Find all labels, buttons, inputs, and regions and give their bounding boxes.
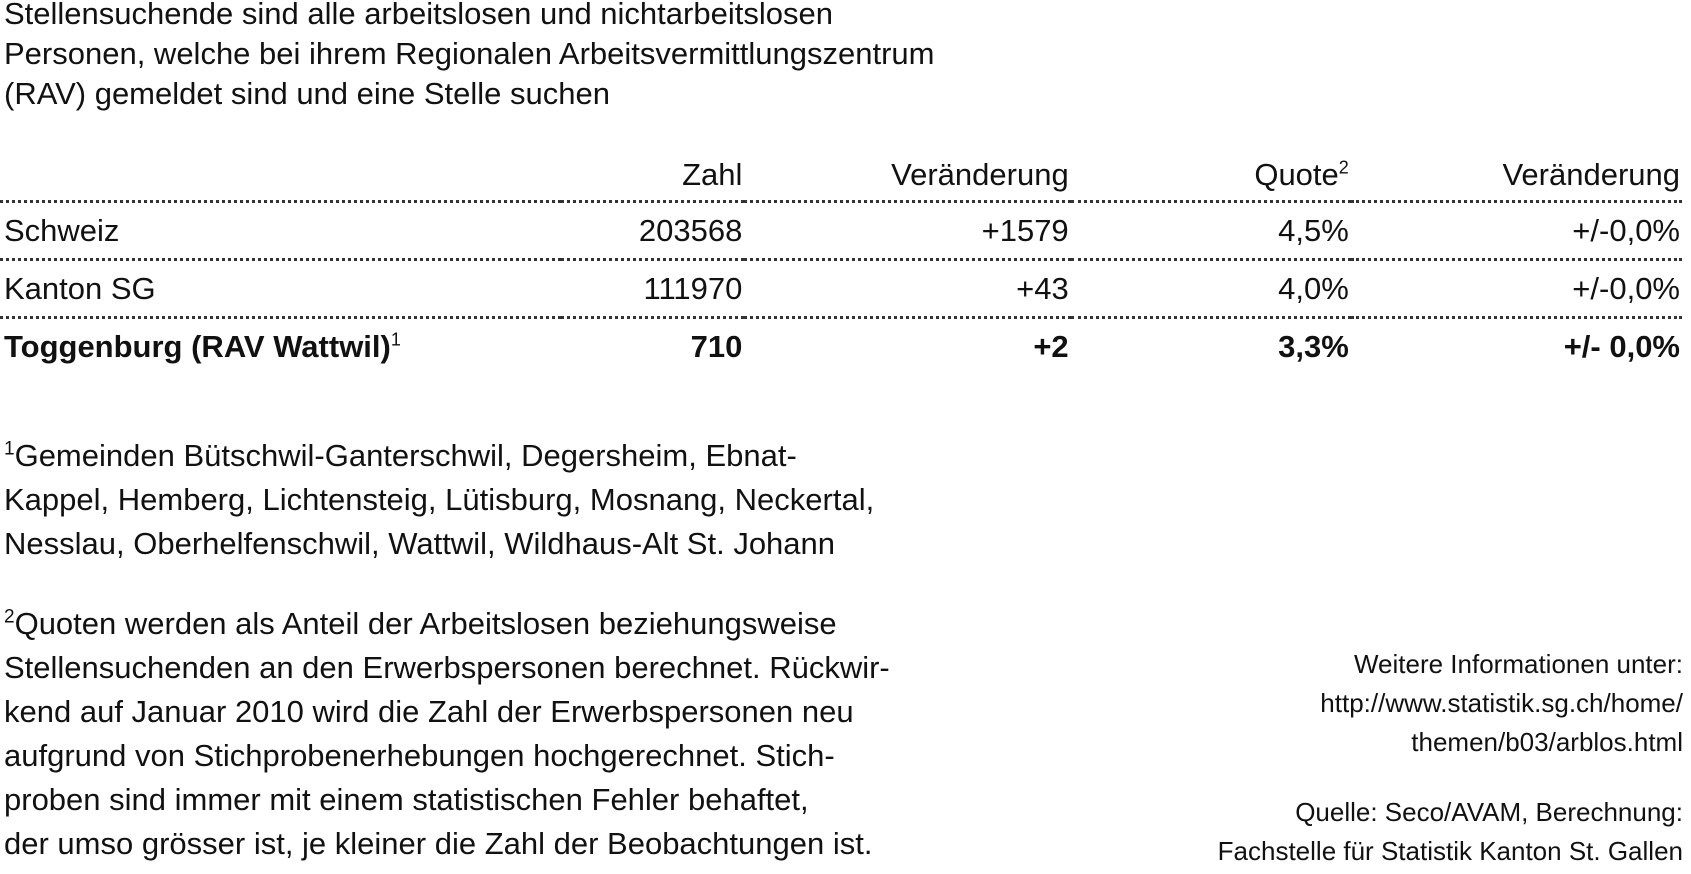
footnote-line: Kappel, Hemberg, Lichtensteig, Lütisburg, Mosnang, Neckertal,	[4, 482, 875, 517]
header-veraenderung-quote: Veränderung	[1502, 157, 1680, 192]
footnote-line: aufgrund von Stichprobenerhebungen hochgerechnet. Stich-	[4, 738, 835, 773]
cell-quote: 4,5%	[1278, 212, 1349, 248]
footnote-text: Gemeinden Bütschwil-Ganterschwil, Degersheim, Ebnat-	[14, 438, 797, 473]
header-veraenderung-absolut: Veränderung	[891, 157, 1069, 192]
source-line: Fachstelle für Statistik Kanton St. Gallen	[1217, 836, 1683, 866]
info-box	[1123, 645, 1683, 871]
footnote-marker: 1	[4, 438, 15, 460]
cell-veraenderung-quote: +/-0,0%	[1572, 212, 1680, 248]
source-line: Quelle: Seco/AVAM, Berechnung:	[1295, 797, 1683, 827]
footnote-line: der umso grösser ist, je kleiner die Zahl der Beobachtungen ist.	[4, 826, 873, 861]
table-header-row	[0, 150, 1682, 202]
intro-text	[4, 0, 1164, 114]
footnote-line	[4, 434, 1104, 478]
footnote-line: proben sind immer mit einem statistischen Fehler behaftet,	[4, 782, 809, 817]
info-link[interactable]: themen/b03/arblos.html	[1411, 727, 1683, 757]
footnote-line	[4, 602, 1104, 646]
cell-zahl: 203568	[638, 212, 743, 248]
cell-quote: 3,3%	[1278, 329, 1349, 365]
header-zahl: Zahl	[682, 157, 743, 192]
footnote-2	[4, 602, 1104, 866]
cell-region: Schweiz	[4, 212, 120, 248]
intro-line: Personen, welche bei ihrem Regionalen Arbeitsvermittlungszentrum	[4, 36, 935, 71]
table-row	[0, 202, 1682, 260]
footnote-marker: 2	[1338, 157, 1349, 178]
info-line: Weitere Informationen unter:	[1353, 649, 1683, 679]
cell-region	[0, 318, 561, 376]
stellensuchende-table	[0, 150, 1682, 376]
footnote-line: kend auf Januar 2010 wird die Zahl der Erwerbspersonen neu	[4, 694, 854, 729]
footnote-line: Nesslau, Oberhelfenschwil, Wattwil, Wildhaus-Alt St. Johann	[4, 526, 836, 561]
cell-veraenderung-absolut: +1579	[981, 212, 1069, 248]
footnote-marker: 1	[390, 329, 401, 350]
header-region	[0, 150, 561, 202]
cell-quote: 4,0%	[1278, 270, 1349, 306]
cell-veraenderung-quote: +/-0,0%	[1572, 270, 1680, 306]
table-row-highlight	[0, 318, 1682, 376]
region-label: Toggenburg (RAV Wattwil)	[4, 329, 391, 365]
footnote-marker: 2	[4, 606, 15, 628]
footnote-line: Stellensuchenden an den Erwerbspersonen berechnet. Rückwir-	[4, 650, 890, 685]
cell-zahl: 111970	[643, 270, 743, 306]
header-quote-label: Quote	[1254, 157, 1339, 192]
intro-line: (RAV) gemeldet sind und eine Stelle suchen	[4, 76, 610, 111]
info-link[interactable]: http://www.statistik.sg.ch/home/	[1320, 688, 1683, 718]
intro-line: Stellensuchende sind alle arbeitslosen und nichtarbeitslosen	[4, 0, 833, 31]
table-row	[0, 260, 1682, 318]
cell-veraenderung-quote: +/- 0,0%	[1563, 329, 1680, 365]
cell-region: Kanton SG	[4, 270, 156, 306]
cell-veraenderung-absolut: +2	[1033, 329, 1069, 365]
spacer	[1123, 762, 1683, 793]
header-quote	[1071, 150, 1351, 202]
cell-veraenderung-absolut: +43	[1016, 270, 1069, 306]
footnote-text: Quoten werden als Anteil der Arbeitslosen beziehungsweise	[14, 606, 837, 641]
footnote-1	[4, 434, 1104, 566]
cell-zahl: 710	[690, 329, 743, 365]
